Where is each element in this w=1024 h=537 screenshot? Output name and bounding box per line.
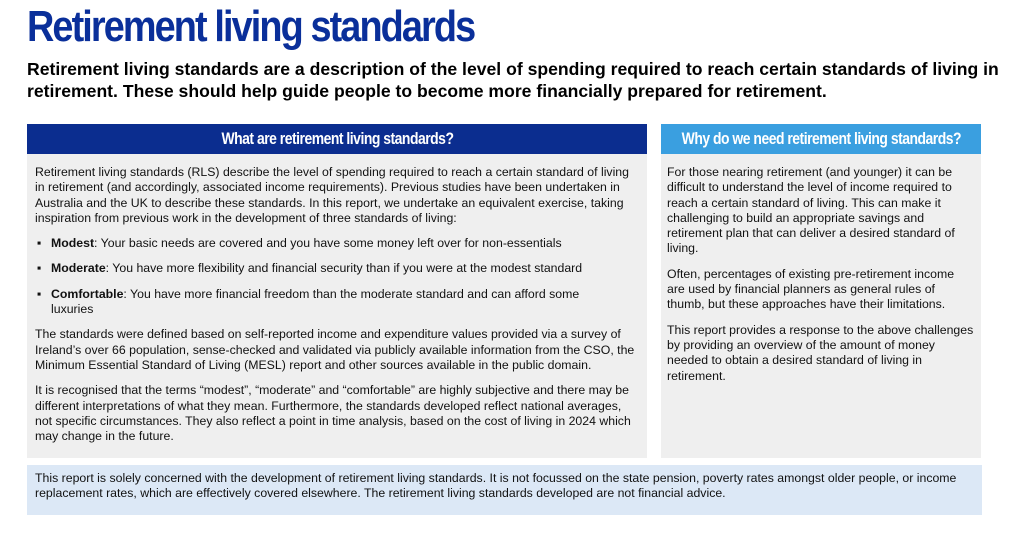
level-description: : You have more flexibility and financial security than if you were at the modest standard	[105, 261, 583, 276]
level-name: Comfortable	[51, 286, 124, 301]
bullet-icon: ▪	[37, 261, 42, 276]
intro-text: Retirement living standards are a description of the level of spending required to reach certain standards of living in retirement. These should help guide people to become more financially prepared for retirement.	[27, 59, 999, 101]
why-need-rls-heading	[661, 124, 981, 154]
why-need-rls-body	[661, 154, 981, 384]
why-need-rls-panel	[661, 124, 981, 458]
what-are-rls-panel	[27, 124, 647, 458]
bullet-icon: ▪	[37, 236, 42, 251]
what-are-rls-heading	[27, 124, 647, 154]
list-item-modest	[35, 236, 639, 251]
subjectivity-paragraph: It is recognised that the terms “modest”, “moderate” and “comfortable” are highly subjective and there may be different interpretations of what they mean. Furthermore, the standards developed reflect national averages, not specific circumstances. They also reflect a point in time analysis, based on the cost of living in 2024 which may change in the future.	[35, 383, 631, 444]
level-name: Moderate	[51, 261, 106, 276]
report-response-paragraph: This report provides a response to the above challenges by providing an overview of the amount of money needed to obtain a desired standard of living in retirement.	[667, 322, 974, 383]
living-standards-list	[35, 236, 639, 317]
page-title: Retirement living standards	[27, 2, 475, 51]
level-description: : Your basic needs are covered and you have some money left over for non-essentials	[94, 236, 562, 251]
level-description: : You have more financial freedom than the moderate standard and can afford some luxuries	[51, 286, 580, 317]
standards-definition-paragraph: The standards were defined based on self-reported income and expenditure values provided via a survey of Ireland’s over 66 population, sense-checked and validated via publicly available information from the CSO, the Minimum Essential Standard of Living (MESL) report and other sources available in the public domain.	[35, 327, 635, 372]
level-name: Modest	[51, 236, 95, 251]
list-item-comfortable	[35, 287, 639, 318]
why-need-rls-heading-text: Why do we need retirement living standards?	[681, 129, 961, 148]
disclaimer-note: This report is solely concerned with the development of retirement living standards. It is not focussed on the state pension, poverty rates amongst older people, or income replacement rates, which are effectively covered elsewhere. The retirement living standards developed are not financial advice.	[27, 465, 982, 515]
rules-of-thumb-paragraph: Often, percentages of existing pre-retirement income are used by financial planners as general rules of thumb, but these approaches have their limitations.	[667, 266, 955, 312]
nearing-retirement-paragraph: For those nearing retirement (and younger) it can be difficult to understand the level of income required to reach a certain standard of living. This can make it challenging to build an appropriate savings and retirement plan that can deliver a desired standard of living.	[667, 165, 955, 256]
list-item-moderate	[35, 261, 639, 276]
bullet-icon: ▪	[37, 286, 42, 301]
what-are-rls-heading-text: What are retirement living standards?	[220, 129, 454, 148]
rls-definition-paragraph: Retirement living standards (RLS) describe the level of spending required to reach a certain standard of living in retirement (and accordingly, associated income requirements). Previous studies have been undertaken in Australia and the UK to describe these standards. In this report, we undertake an equivalent exercise, taking inspiration from previous work in the development of three standards of living:	[35, 165, 629, 225]
what-are-rls-body	[27, 154, 647, 444]
